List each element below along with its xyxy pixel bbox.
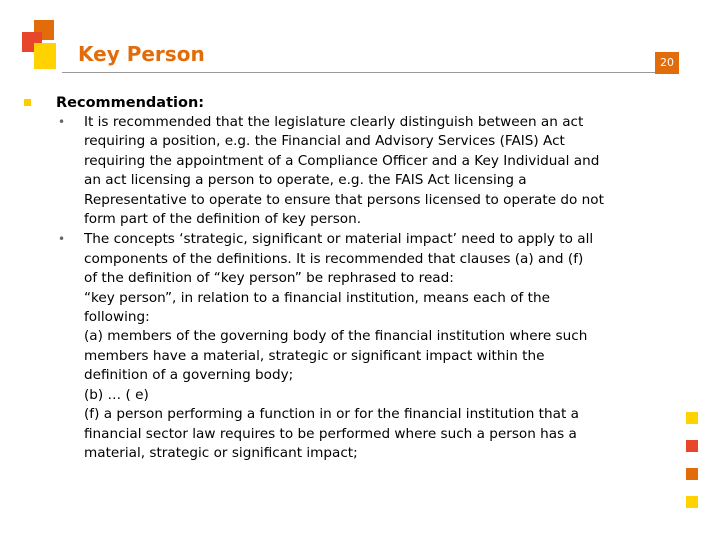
side-yellow-square-bottom [686, 496, 698, 508]
point-1-line-3: requiring the appointment of a Compliance Officer and a Key Individual and [84, 152, 600, 169]
side-yellow-square [686, 412, 698, 424]
title-divider [62, 72, 678, 73]
bullet-dot-icon: • [58, 232, 66, 247]
point-2-line-3: of the definition of “key person” be rephrased to read: [84, 270, 454, 287]
point-2-line-11: financial sector law requires to be performed where such a person has a [84, 425, 577, 442]
bullet-dot-icon: • [58, 115, 66, 129]
recommendation-list [20, 113, 700, 463]
point-2-line-9: (b) … ( e) [84, 386, 149, 403]
square-bullet-icon [24, 99, 31, 106]
point-2-line-6: (a) members of the governing body of the financial institution where such [84, 328, 588, 345]
point-1-line-2: requiring a position, e.g. the Financial and Advisory Services (FAIS) Act [84, 133, 565, 150]
recommendation-heading: Recommendation: [56, 95, 205, 111]
page-number-badge: 20 [655, 52, 679, 74]
recommendation-point-2 [20, 230, 700, 463]
slide-title: Key Person [78, 42, 205, 66]
side-red-square [686, 440, 698, 452]
point-1-line-4: an act licensing a person to operate, e.g. the FAIS Act licensing a [84, 172, 527, 189]
point-2-line-5: following: [84, 309, 150, 326]
slide-body [20, 92, 700, 463]
point-2-line-12: material, strategic or significant impact; [84, 444, 358, 461]
point-2-line-1: The concepts ‘strategic, significant or material impact’ need to apply to all [84, 231, 594, 248]
point-2-line-2: components of the definitions. It is recommended that clauses (a) and (f) [84, 250, 584, 267]
point-1-line-5: Representative to operate to ensure that persons licensed to operate do not [84, 191, 604, 208]
logo-yellow-square [34, 43, 56, 69]
recommendation-point-1 [20, 113, 700, 229]
point-2-line-10: (f) a person performing a function in or for the financial institution that a [84, 406, 579, 423]
side-orange-square [686, 468, 698, 480]
point-2-line-8: definition of a governing body; [84, 367, 294, 384]
point-1-line-6: form part of the definition of key person. [84, 211, 362, 228]
point-2-line-7: members have a material, strategic or significant impact within the [84, 347, 545, 364]
recommendation-heading-row [20, 92, 700, 111]
point-1-line-1: It is recommended that the legislature clearly distinguish between an act [84, 114, 584, 130]
point-2-line-4: “key person”, in relation to a financial institution, means each of the [84, 289, 550, 306]
